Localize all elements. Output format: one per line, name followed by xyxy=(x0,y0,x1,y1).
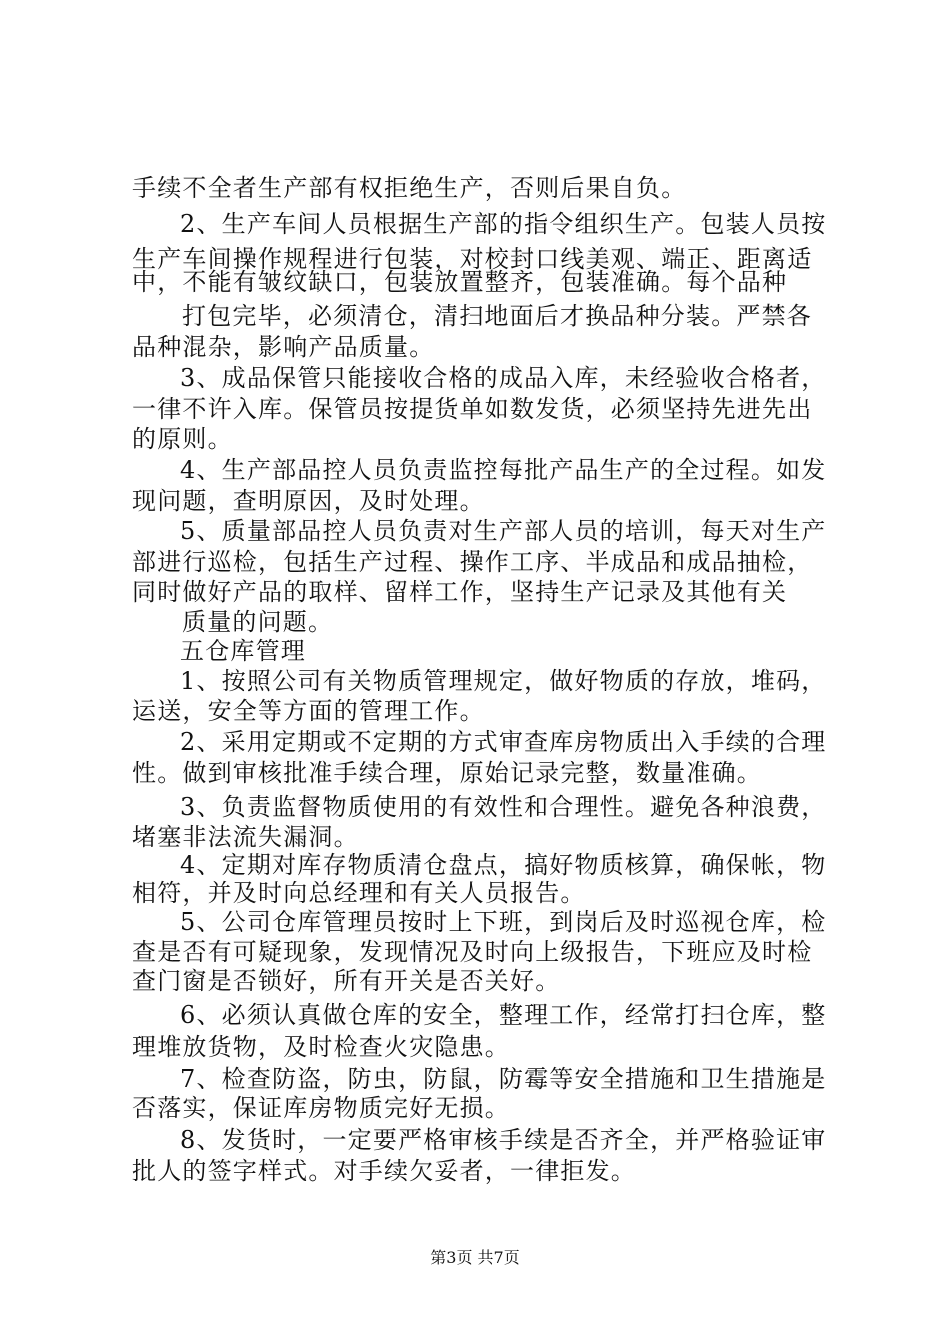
text-line: 同时做好产品的取样、留样工作，坚持生产记录及其他有关 xyxy=(132,578,788,606)
text-line: 4、定期对库存物质清仓盘点，搞好物质核算，确保帐，物 xyxy=(180,851,827,879)
text-line: 质量的问题。 xyxy=(182,608,334,636)
text-line: 部进行巡检，包括生产过程、操作工序、半成品和成品抽检， xyxy=(132,548,813,576)
text-line: 1、按照公司有关物质管理规定，做好物质的存放，堆码， xyxy=(180,667,827,695)
text-line: 现问题，查明原因，及时处理。 xyxy=(132,487,485,515)
text-line: 查是否有可疑现象，发现情况及时向上级报告，下班应及时检 xyxy=(132,938,813,966)
text-line: 品种混杂，影响产品质量。 xyxy=(132,333,435,361)
text-line: 2、采用定期或不定期的方式审查库房物质出入手续的合理 xyxy=(180,728,827,756)
text-line: 5、公司仓库管理员按时上下班，到岗后及时巡视仓库，检 xyxy=(180,908,827,936)
text-line: 中，不能有皱纹缺口，包装放置整齐，包装准确。每个品种 xyxy=(132,268,788,296)
text-line: 运送，安全等方面的管理工作。 xyxy=(132,697,485,725)
text-line: 7、检查防盗，防虫，防鼠，防霉等安全措施和卫生措施是 xyxy=(180,1065,827,1093)
text-line: 一律不许入库。保管员按提货单如数发货，必须坚持先进先出 xyxy=(132,395,813,423)
text-line: 性。做到审核批准手续合理，原始记录完整，数量准确。 xyxy=(132,759,762,787)
text-line: 相符，并及时向总经理和有关人员报告。 xyxy=(132,879,586,907)
text-line: 4、生产部品控人员负责监控每批产品生产的全过程。如发 xyxy=(180,456,827,484)
text-line: 查门窗是否锁好，所有开关是否关好。 xyxy=(132,967,561,995)
page-number-footer: 第3页 共7页 xyxy=(430,1248,520,1267)
text-line: 3、负责监督物质使用的有效性和合理性。避免各种浪费， xyxy=(180,793,827,821)
text-line: 生产车间操作规程进行包装，对校封口线美观、端正、距离适 xyxy=(132,245,813,273)
text-line: 6、必须认真做仓库的安全，整理工作，经常打扫仓库，整 xyxy=(180,1001,827,1029)
text-line: 的原则。 xyxy=(132,425,233,453)
text-line: 3、成品保管只能接收合格的成品入库，未经验收合格者， xyxy=(180,364,827,392)
text-line: 5、质量部品控人员负责对生产部人员的培训，每天对生产 xyxy=(180,517,827,545)
text-line: 2、生产车间人员根据生产部的指令组织生产。包装人员按 xyxy=(180,210,827,238)
text-line: 否落实，保证库房物质完好无损。 xyxy=(132,1094,510,1122)
text-line: 手续不全者生产部有权拒绝生产，否则后果自负。 xyxy=(132,174,687,202)
text-line: 理堆放货物，及时检查火灾隐患。 xyxy=(132,1033,510,1061)
text-line: 8、发货时，一定要严格审核手续是否齐全，并严格验证审 xyxy=(180,1126,827,1154)
text-line: 打包完毕，必须清仓，清扫地面后才换品种分装。严禁各 xyxy=(182,302,812,330)
text-line: 堵塞非法流失漏洞。 xyxy=(132,823,359,851)
text-line: 批人的签字样式。对手续欠妥者，一律拒发。 xyxy=(132,1157,636,1185)
section-heading: 五仓库管理 xyxy=(180,637,306,665)
